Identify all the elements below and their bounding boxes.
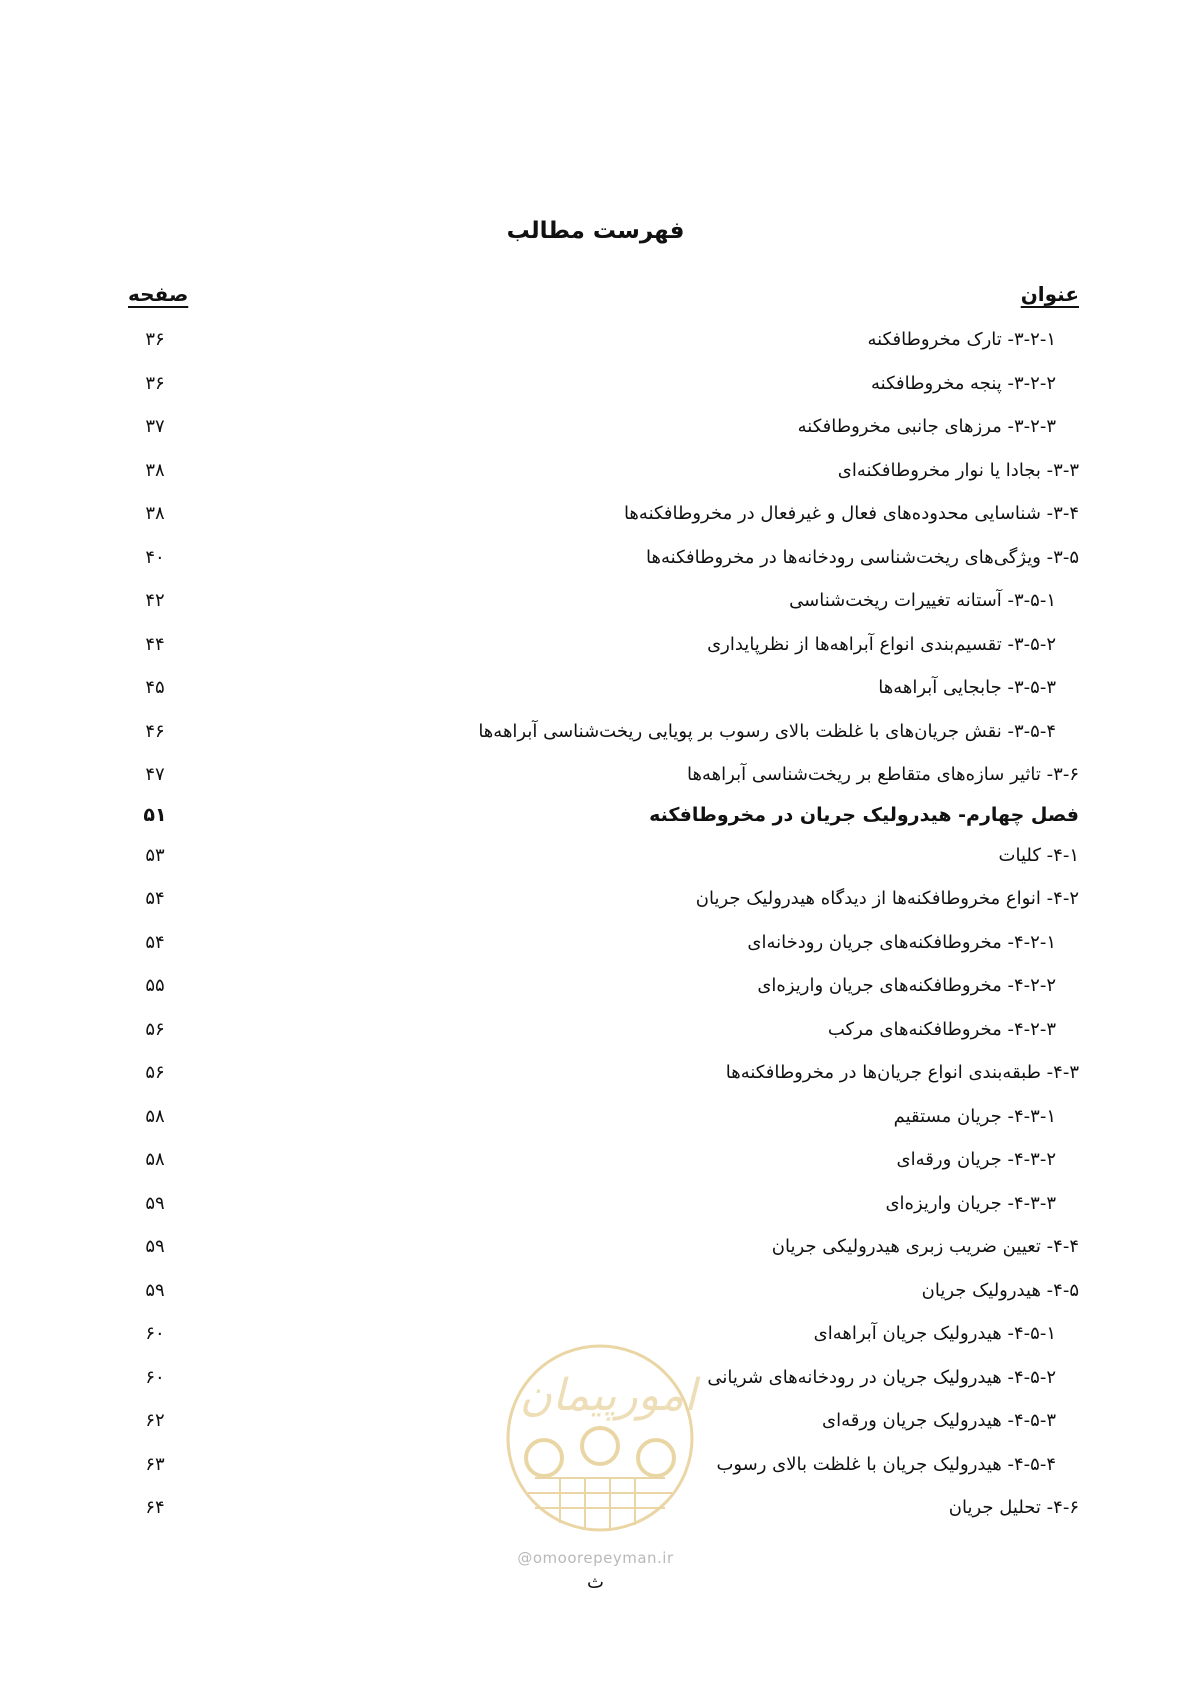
toc-entry-page: ۴۵	[145, 677, 165, 698]
watermark-url: @omoorepeyman.ir	[517, 1549, 674, 1567]
toc-row	[0, 492, 1191, 536]
title-column-header: عنوان	[1020, 282, 1079, 306]
toc-row	[0, 1182, 1191, 1226]
svg-text:امورپیمان: امورپیمان	[519, 1370, 697, 1421]
toc-entry-title: ۴-۲-۲- مخروطافکنه‌های جریان واریزه‌ای	[757, 975, 1056, 996]
toc-entry-page: ۶۴	[145, 1497, 165, 1518]
toc-row	[0, 623, 1191, 667]
toc-entry-page: ۵۹	[145, 1279, 165, 1301]
toc-entry-title: ۳-۵-۴- نقش جریان‌های با غلظت بالای رسوب بر پویایی ریخت‌شناسی آبراهه‌ها	[478, 720, 1056, 742]
toc-entry-page: ۳۶	[145, 372, 165, 394]
toc-entry-page: ۴۷	[145, 764, 165, 785]
toc-entry-title: ۴-۵-۲- هیدرولیک جریان در رودخانه‌های شریانی	[707, 1366, 1056, 1388]
toc-entry-page: ۴۲	[145, 590, 165, 611]
toc-row	[0, 921, 1191, 965]
toc-entry-title: ۴-۲-۱- مخروطافکنه‌های جریان رودخانه‌ای	[747, 931, 1056, 953]
toc-entry-page: ۴۴	[145, 633, 165, 655]
toc-entry-title: فصل چهارم- هیدرولیک جریان در مخروطافکنه	[649, 803, 1079, 826]
toc-entry-page: ۶۰	[145, 1366, 165, 1388]
page-number: ث	[587, 1572, 604, 1593]
toc-entry-title: ۴-۲-۳- مخروطافکنه‌های مرکب	[827, 1018, 1056, 1040]
toc-row	[0, 405, 1191, 449]
toc-entry-title: ۳-۵- ویژگی‌های ریخت‌شناسی رودخانه‌ها در مخروطافکنه‌ها	[646, 546, 1079, 568]
toc-entry-page: ۵۴	[145, 931, 165, 953]
toc-entry-title: ۴-۱- کلیات	[998, 844, 1079, 866]
toc-entry-page: ۴۶	[145, 720, 165, 742]
toc-entry-title: ۳-۵-۲- تقسیم‌بندی انواع آبراهه‌ها از نظرپایداری	[707, 633, 1056, 655]
toc-entry-page: ۵۳	[145, 844, 165, 866]
toc-entry-title: ۴-۲- انواع مخروطافکنه‌ها از دیدگاه هیدرولیک جریان	[695, 888, 1079, 909]
toc-entry-page: ۵۹	[145, 1236, 165, 1257]
toc-row	[0, 362, 1191, 406]
toc-entry-page: ۵۴	[145, 888, 165, 909]
page-column-header: صفحه	[128, 282, 189, 306]
toc-entry-page: ۶۳	[145, 1453, 165, 1475]
toc-entry-title: ۴-۵-۴- هیدرولیک جریان با غلظت بالای رسوب	[716, 1453, 1056, 1475]
toc-row	[0, 666, 1191, 710]
toc-row	[0, 1008, 1191, 1052]
toc-entry-title: ۴-۳-۳- جریان واریزه‌ای	[885, 1192, 1056, 1214]
toc-entry-page: ۴۰	[145, 546, 165, 568]
toc-row	[0, 1269, 1191, 1313]
page-title: فهرست مطالب	[506, 218, 685, 244]
toc-entry-title: ۳-۳- بجادا یا نوار مخروطافکنه‌ای	[837, 459, 1079, 481]
toc-entry-title: ۳-۵-۳- جابجایی آبراهه‌ها	[878, 677, 1056, 698]
toc-entry-page: ۵۵	[145, 975, 165, 996]
toc-entry-page: ۵۱	[143, 803, 167, 826]
toc-entry-page: ۳۷	[145, 416, 165, 437]
toc-entry-title: ۳-۲-۱- تارک مخروطافکنه	[867, 329, 1056, 350]
toc-row	[0, 710, 1191, 754]
toc-entry-title: ۴-۳-۱- جریان مستقیم	[893, 1105, 1056, 1127]
toc-entry-page: ۶۲	[145, 1410, 165, 1431]
toc-entry-page: ۵۸	[145, 1105, 165, 1127]
toc-entry-page: ۵۶	[145, 1018, 165, 1040]
toc-entry-page: ۵۹	[145, 1192, 165, 1214]
toc-entry-page: ۶۰	[145, 1323, 165, 1344]
toc-entry-title: ۴-۳-۲- جریان ورقه‌ای	[896, 1149, 1056, 1170]
toc-entry-title: ۴-۶- تحلیل جریان	[948, 1497, 1079, 1518]
toc-row	[0, 318, 1191, 362]
toc-entry-title: ۴-۵-۱- هیدرولیک جریان آبراهه‌ای	[813, 1323, 1056, 1344]
toc-entry-title: ۴-۵-۳- هیدرولیک جریان ورقه‌ای	[822, 1410, 1056, 1431]
toc-entry-page: ۵۸	[145, 1149, 165, 1170]
toc-entry-title: ۴-۵- هیدرولیک جریان	[921, 1279, 1079, 1301]
toc-row	[0, 964, 1191, 1008]
toc-row	[0, 753, 1191, 797]
toc-entry-title: ۳-۴- شناسایی محدوده‌های فعال و غیرفعال در مخروطافکنه‌ها	[623, 503, 1079, 524]
toc-entry-title: ۴-۴- تعیین ضریب زبری هیدرولیکی جریان	[771, 1236, 1079, 1257]
toc-entry-title: ۳-۵-۱- آستانه تغییرات ریخت‌شناسی	[789, 590, 1056, 611]
toc-row	[0, 1225, 1191, 1269]
toc-entry-page: ۳۶	[145, 329, 165, 350]
toc-row	[0, 536, 1191, 580]
watermark-stamp-logo	[490, 1328, 710, 1538]
toc-row	[0, 1138, 1191, 1182]
toc-entry-page: ۳۸	[145, 459, 165, 481]
toc-row	[0, 579, 1191, 623]
toc-row	[0, 1051, 1191, 1095]
toc-chapter-row	[0, 797, 1191, 834]
toc-entry-title: ۴-۳- طبقه‌بندی انواع جریان‌ها در مخروطافکنه‌ها	[725, 1062, 1079, 1083]
toc-row	[0, 449, 1191, 493]
toc-row	[0, 877, 1191, 921]
toc-entry-page: ۵۶	[145, 1062, 165, 1083]
toc-entry-title: ۳-۶- تاثیر سازه‌های متقاطع بر ریخت‌شناسی آبراهه‌ها	[687, 764, 1079, 785]
toc-row	[0, 1095, 1191, 1139]
toc-entry-title: ۳-۲-۳- مرزهای جانبی مخروطافکنه	[797, 416, 1056, 437]
toc-entry-title: ۳-۲-۲- پنجه مخروطافکنه	[871, 372, 1056, 394]
toc-entry-page: ۳۸	[145, 503, 165, 524]
toc-row	[0, 834, 1191, 878]
